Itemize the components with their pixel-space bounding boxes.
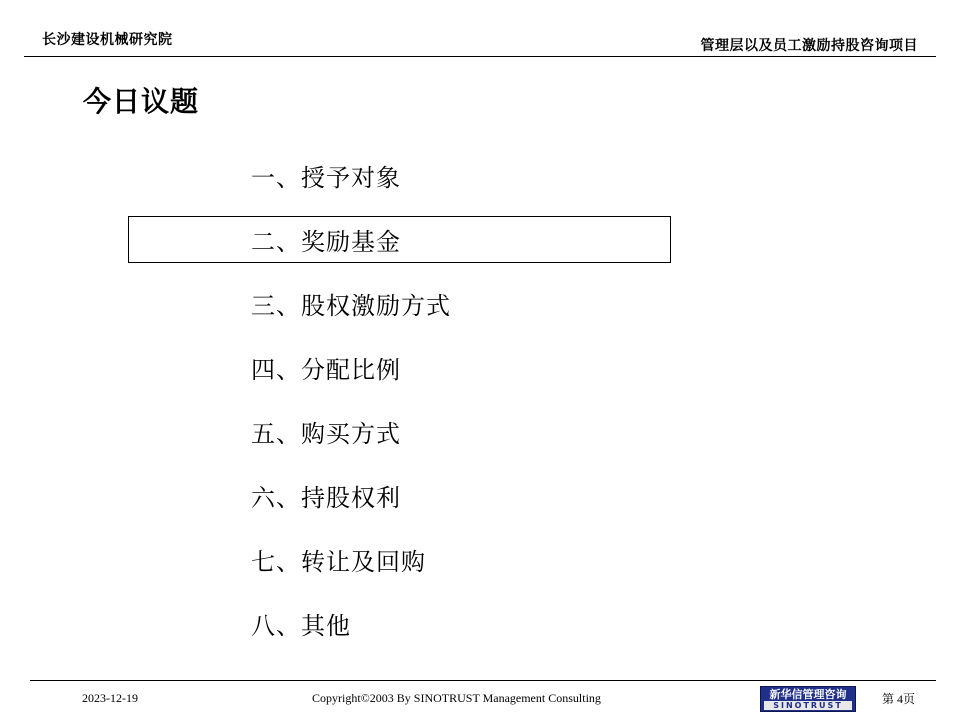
page-title: 今日议题 bbox=[83, 85, 200, 118]
agenda-item-other: 八、其他 bbox=[251, 612, 351, 640]
footer-date: 2023-12-19 bbox=[82, 691, 138, 705]
logo-english-text: SINOTRUST bbox=[764, 701, 852, 710]
logo-chinese-text: 新华信管理咨询 bbox=[769, 688, 847, 701]
agenda-item-equity-incentive-method: 三、股权激励方式 bbox=[251, 292, 451, 320]
footer-copyright: Copyright©2003 By SINOTRUST Management Consulting bbox=[312, 691, 601, 705]
agenda-item-purchase-method: 五、购买方式 bbox=[251, 420, 401, 448]
project-name: 管理层以及员工激励持股咨询项目 bbox=[700, 38, 918, 54]
agenda-item-incentive-fund: 二、奖励基金 bbox=[251, 228, 401, 256]
agenda-item-shareholder-rights: 六、持股权利 bbox=[251, 484, 401, 512]
agenda-item-recipients: 一、授予对象 bbox=[251, 164, 401, 192]
agenda-item-transfer-and-buyback: 七、转让及回购 bbox=[251, 548, 426, 576]
organization-name: 长沙建设机械研究院 bbox=[42, 32, 173, 48]
sinotrust-logo bbox=[760, 686, 856, 712]
page-number: 第 4页 bbox=[882, 692, 916, 706]
agenda-item-allocation-ratio: 四、分配比例 bbox=[251, 356, 401, 384]
footer-divider bbox=[30, 680, 936, 681]
